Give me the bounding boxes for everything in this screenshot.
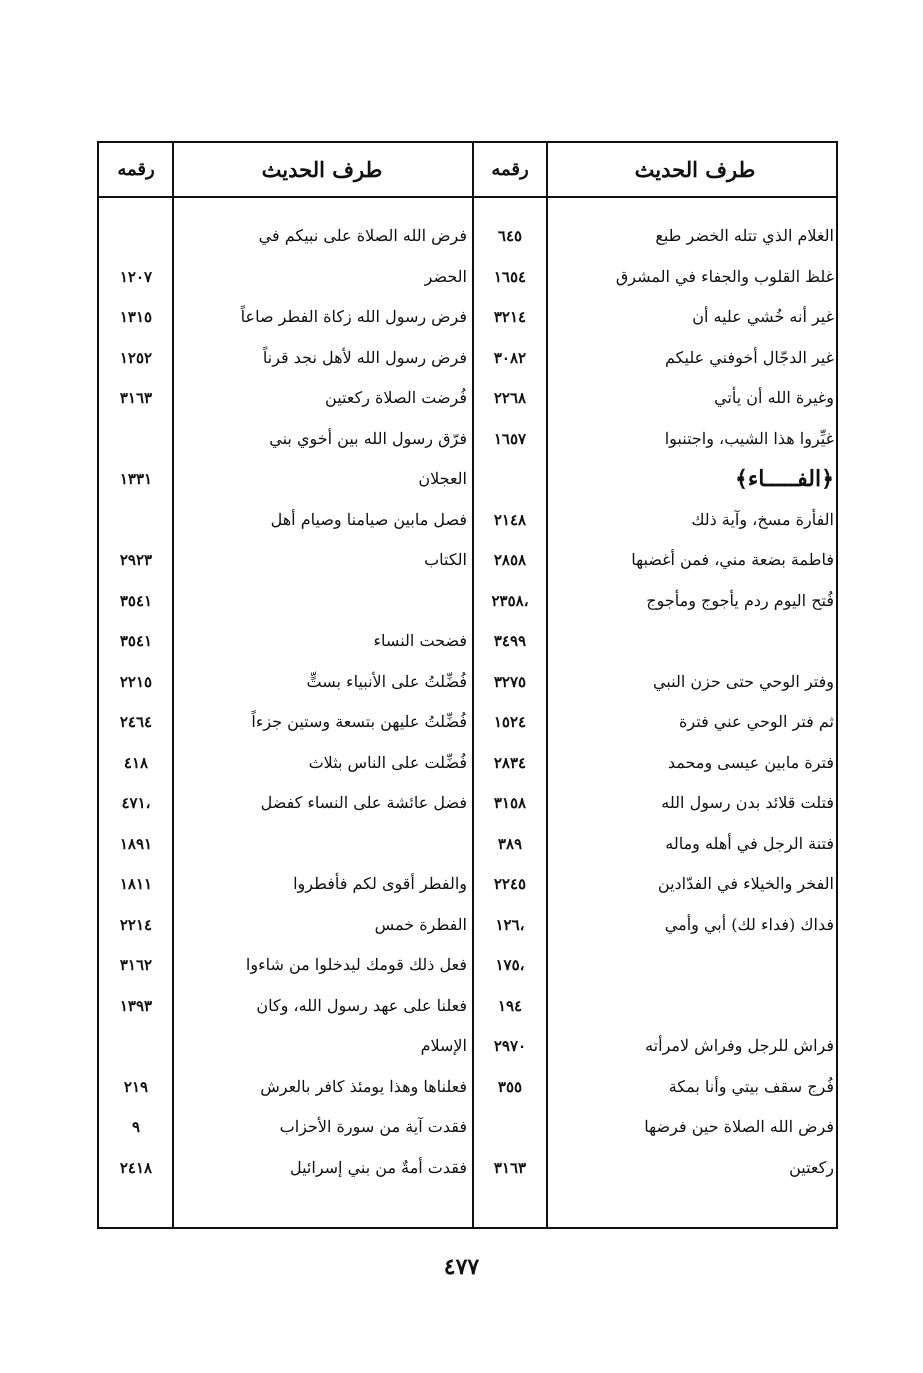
right-entry-number: ٣٤٩٩	[493, 632, 527, 650]
left-entry-number: ١٣٩٣	[119, 996, 153, 1015]
left-entry-text: فرض رسول الله زكاة الفطر صاعاً	[240, 307, 467, 326]
left-entry-text: والفطر أقوى لكم فأفطروا	[293, 874, 467, 893]
left-entry-text	[179, 586, 467, 616]
left-entry-text: فرّق رسول الله بين أخوي بني	[269, 428, 467, 448]
right-entry-number: ٣٠٨٢	[493, 348, 527, 367]
right-entry-text: ركعتين	[789, 1157, 834, 1177]
right-entry-text	[554, 950, 834, 980]
column-divider	[546, 143, 548, 1227]
right-entry-number: ٣٢٧٥	[493, 672, 527, 691]
left-entry-number: ٢٤١٨	[119, 1158, 153, 1177]
right-entry-number: ١٩٤	[497, 996, 523, 1015]
left-entry-text: فرض رسول الله لأهل نجد قرناً	[262, 347, 467, 367]
right-entry-number: ١٧٥،	[495, 956, 525, 974]
right-entry-text: فترة مابين عيسى ومحمد	[667, 752, 834, 772]
left-entry-text: فرض الله الصلاة على نبيكم في	[258, 226, 467, 245]
left-entry-text: الفطرة خمس	[374, 914, 467, 934]
right-entry-text	[554, 991, 834, 1021]
right-entry-number: ١٦٥٤	[493, 267, 527, 286]
right-entry-number	[476, 1112, 544, 1142]
left-entry-number	[102, 221, 170, 251]
left-entry-text: فُرضت الصلاة ركعتين	[325, 388, 467, 407]
left-entry-number: ١٢٠٧	[119, 267, 153, 286]
right-entry-number: ٣١٦٣	[493, 1158, 527, 1177]
left-entry-text: فُضِّلتُ على الأنبياء بستٍّ	[306, 671, 467, 691]
right-entry-number: ٢٢٦٨	[493, 389, 527, 407]
right-entry-number: ٢٨٥٨	[493, 551, 527, 569]
right-entry-number: ٦٤٥	[497, 227, 523, 245]
right-entry-text: غيِّروا هذا الشيب، واجتنبوا	[664, 428, 834, 448]
right-entry-text: وفتر الوحي حتى حزن النبي	[652, 671, 834, 691]
right-entry-text	[554, 626, 834, 656]
left-entry-text: الحضر	[424, 266, 467, 286]
right-entry-number: ٢٨٣٤	[493, 753, 527, 772]
right-entry-text: الغلام الذي تتله الخضر طبع	[655, 226, 834, 245]
right-entry-number: ٢٣٥٨،	[491, 591, 529, 610]
left-entry-number: ١٣١٥	[119, 308, 153, 326]
right-entry-text: فتلت قلائد بدن رسول الله	[661, 793, 834, 812]
right-entry-text: فُرج سقف بيتي وأنا بمكة	[668, 1076, 834, 1096]
left-entry-number: ٩	[131, 1118, 141, 1136]
left-entry-number	[102, 424, 170, 454]
left-entry-text: فقدت أمةٌ من بني إسرائيل	[289, 1157, 467, 1177]
right-entry-number: ٢٢٤٥	[493, 875, 527, 893]
right-entry-text: الفخر والخيلاء في الفدّادين	[657, 874, 834, 893]
right-entry-number	[476, 464, 544, 494]
right-entry-text: فداك (فداء لك) أبي وأمي	[664, 914, 834, 934]
right-entry-text: الفأرة مسخ، وآية ذلك	[691, 509, 834, 529]
right-entry-text: غير الدجّال أخوفني عليكم	[665, 347, 834, 367]
right-entry-number: ٣٨٩	[497, 834, 523, 853]
header-right-text: طرف الحديث	[634, 156, 756, 182]
left-entry-number: ٢٢١٥	[119, 672, 153, 691]
left-entry-number: ٢٢١٤	[119, 915, 153, 934]
right-entry-text: فاطمة بضعة مني، فمن أغضبها	[631, 550, 834, 569]
left-entry-text: فُضِّلت على الناس بثلاث	[308, 752, 467, 772]
left-entry-number: ٢١٩	[123, 1077, 149, 1096]
header-divider	[99, 196, 836, 198]
left-entry-text: العجلان	[418, 469, 467, 488]
left-entry-number: ٣١٦٢	[119, 956, 153, 974]
left-entry-number: ١٨٩١	[119, 834, 153, 853]
left-entry-number: ١٨١١	[119, 875, 153, 893]
left-entry-number: ٢٤٦٤	[119, 713, 153, 731]
left-entry-text: فضل عائشة على النساء كفضل	[260, 793, 467, 812]
left-entry-number: ١٢٥٢	[119, 348, 153, 367]
right-entry-text: فراش للرجل وفراش لامرأته	[645, 1036, 834, 1055]
right-entry-text: ثم فتر الوحي عني فترة	[679, 712, 834, 731]
page-number: ٤٧٧	[443, 1254, 480, 1280]
right-entry-text: غير أنه خُشي عليه أن	[692, 307, 834, 326]
right-entry-number: ٣٢١٤	[493, 308, 527, 326]
column-divider	[472, 143, 474, 1227]
right-entry-text: غلظ القلوب والجفاء في المشرق	[615, 266, 834, 286]
left-entry-number: ٣٥٤١	[119, 591, 153, 610]
column-divider	[172, 143, 174, 1227]
left-entry-number: ٢٩٢٣	[119, 551, 153, 569]
right-entry-number: ١٦٥٧	[493, 429, 527, 448]
right-entry-text: ﴿الفـــــاء﴾	[735, 466, 834, 492]
header-left-number: رقمه	[117, 158, 155, 180]
left-entry-number: ٣٥٤١	[119, 632, 153, 650]
right-entry-text: فتنة الرجل في أهله وماله	[665, 833, 834, 853]
left-entry-text	[179, 829, 467, 859]
right-entry-number: ٢١٤٨	[493, 510, 527, 529]
left-entry-number: ١٣٣١	[119, 470, 153, 488]
right-entry-number: ١٢٦،	[495, 915, 525, 934]
left-entry-number: ٣١٦٣	[119, 389, 153, 407]
right-entry-text: وغيرة الله أن يأتي	[714, 388, 834, 407]
left-entry-text: الإسلام	[420, 1036, 467, 1055]
left-entry-text: فعل ذلك قومك ليدخلوا من شاءوا	[245, 955, 467, 974]
left-entry-number	[102, 505, 170, 535]
left-entry-text: فعلناها وهذا يومئذ كافر بالعرش	[260, 1076, 467, 1096]
left-entry-number: ٤١٨	[123, 753, 149, 772]
left-entry-number: ٤٧١،	[121, 794, 151, 812]
left-entry-number	[102, 1031, 170, 1061]
left-entry-text: فُضِّلتُ عليهن بتسعة وستين جزءاً	[251, 712, 467, 731]
left-entry-text: فقدت آية من سورة الأحزاب	[279, 1117, 467, 1136]
index-table	[97, 141, 838, 1229]
header-right-number: رقمه	[491, 158, 529, 180]
right-entry-text: فرض الله الصلاة حين فرضها	[644, 1117, 834, 1136]
left-entry-text: فعلنا على عهد رسول الله، وكان	[256, 995, 467, 1015]
header-left-text: طرف الحديث	[261, 156, 383, 182]
left-entry-text: الكتاب	[424, 550, 467, 569]
right-entry-number: ٣٥٥	[497, 1077, 523, 1096]
right-entry-number: ٢٩٧٠	[493, 1037, 527, 1055]
right-entry-number: ١٥٢٤	[493, 713, 527, 731]
left-entry-text: فصل مابين صيامنا وصيام أهل	[270, 509, 467, 529]
right-entry-text: فُتح اليوم ردم يأجوج ومأجوج	[646, 590, 834, 610]
right-entry-number: ٣١٥٨	[493, 794, 527, 812]
left-entry-text: فضحت النساء	[373, 631, 467, 650]
